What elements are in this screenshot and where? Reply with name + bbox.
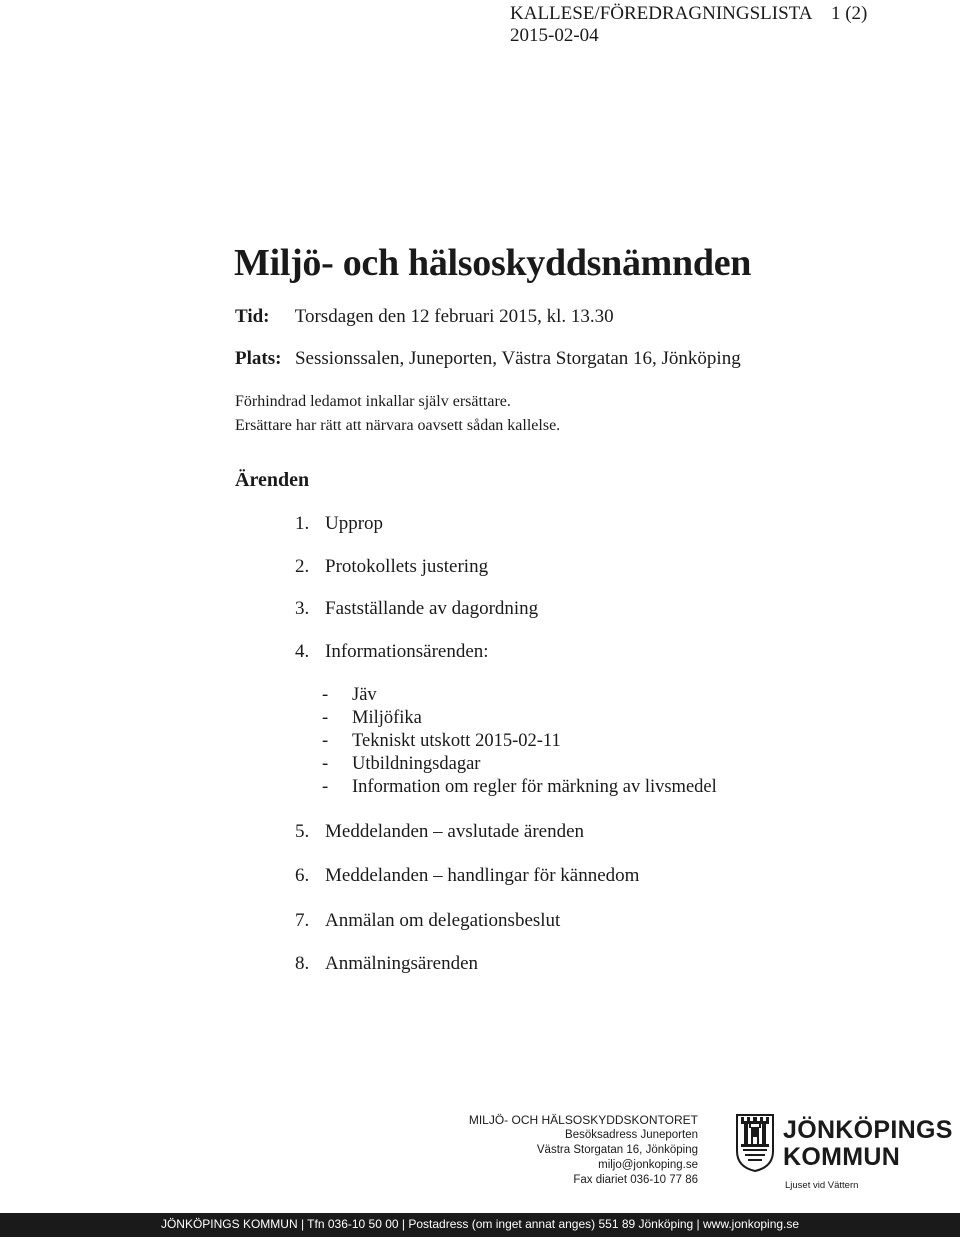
agenda-subitem: [322, 730, 717, 753]
agenda-item-number: 2.: [295, 556, 310, 577]
agenda-subitem: [322, 753, 717, 776]
agenda-item: [295, 598, 538, 620]
agenda-item-number: 4.: [295, 641, 310, 662]
notice-text: [235, 390, 560, 438]
agenda-subitems: [322, 684, 717, 799]
subitem-text: Miljöfika: [352, 708, 422, 728]
logo-line-1: JÖNKÖPINGS: [783, 1116, 953, 1144]
agenda-item-text: Fastställande av dagordning: [325, 598, 539, 619]
notice-line: Förhindrad ledamot inkallar själv ersättare.: [235, 393, 511, 410]
subitem-dash: -: [322, 685, 329, 705]
office-visit-address: Besöksadress Juneporten: [565, 1129, 698, 1141]
page-number: 1 (2): [830, 3, 868, 24]
time-value: Torsdagen den 12 februari 2015, kl. 13.30: [294, 306, 614, 327]
agenda-item: [295, 513, 383, 535]
subitem-dash: -: [322, 731, 329, 751]
footer-bar: [0, 1213, 960, 1237]
agenda-item-text: Meddelanden – avslutade ärenden: [325, 821, 585, 842]
office-street: Västra Storgatan 16, Jönköping: [536, 1144, 698, 1156]
agenda-subitem: [322, 684, 717, 707]
agenda-item-number: 3.: [295, 598, 310, 619]
agenda-heading: Ärenden: [235, 469, 310, 491]
subitem-text: Tekniskt utskott 2015-02-11: [352, 731, 561, 751]
subitem-text: Jäv: [352, 685, 377, 705]
agenda-item-text: Meddelanden – handlingar för kännedom: [325, 865, 640, 886]
logo-tagline: Ljuset vid Vättern: [785, 1180, 859, 1191]
document-type: KALLESE/FÖREDRAGNINGSLISTA: [510, 3, 812, 24]
subitem-dash: -: [322, 754, 329, 774]
agenda-item: [295, 556, 488, 578]
office-name: MILJÖ- OCH HÄLSOSKYDDSKONTORET: [468, 1113, 698, 1127]
agenda-subitem: [322, 707, 717, 730]
logo-line-2: KOMMUN: [783, 1143, 901, 1171]
coat-of-arms-icon: [735, 1113, 775, 1173]
municipality-logo: [783, 1117, 953, 1171]
notice-line: Ersättare har rätt att närvara oavsett sådan kallelse.: [235, 417, 561, 434]
footer-text: JÖNKÖPINGS KOMMUN | Tfn 036-10 50 00 | Postadress (om inget annat anges) 551 89 Jönköping | www.jonkoping.se: [160, 1217, 800, 1231]
document-header: [510, 3, 867, 25]
agenda-item: [295, 821, 584, 843]
office-fax: Fax diariet 036-10 77 86: [573, 1174, 698, 1186]
agenda-item-number: 8.: [295, 953, 310, 974]
subitem-dash: -: [322, 708, 329, 728]
agenda-item-number: 5.: [295, 821, 310, 842]
meeting-place: [235, 348, 741, 370]
agenda-item-number: 7.: [295, 910, 310, 931]
subitem-text: Information om regler för märkning av livsmedel: [352, 777, 717, 797]
agenda-item-text: Protokollets justering: [325, 556, 489, 577]
subitem-dash: -: [322, 777, 329, 797]
subitem-text: Utbildningsdagar: [352, 754, 481, 774]
agenda-item-number: 1.: [295, 513, 310, 534]
agenda-item: [295, 910, 560, 932]
place-value: Sessionssalen, Juneporten, Västra Storgatan 16, Jönköping: [294, 348, 741, 369]
document-date: 2015-02-04: [510, 25, 599, 46]
office-contact: [469, 1113, 698, 1188]
time-label: Tid:: [235, 306, 270, 327]
agenda-item-text: Anmälan om delegationsbeslut: [325, 910, 561, 931]
meeting-time: [235, 306, 614, 328]
place-label: Plats:: [235, 348, 282, 369]
agenda-item: [295, 641, 489, 663]
agenda-item: [295, 865, 639, 887]
agenda-item-text: Upprop: [325, 513, 384, 534]
agenda-item: [295, 953, 478, 975]
agenda-item-text: Informationsärenden:: [325, 641, 489, 662]
agenda-item-text: Anmälningsärenden: [325, 953, 479, 974]
agenda-subitem: [322, 776, 717, 799]
office-email: miljo@jonkoping.se: [598, 1159, 698, 1171]
agenda-item-number: 6.: [295, 865, 310, 886]
page-title: Miljö- och hälsoskyddsnämnden: [234, 242, 752, 284]
